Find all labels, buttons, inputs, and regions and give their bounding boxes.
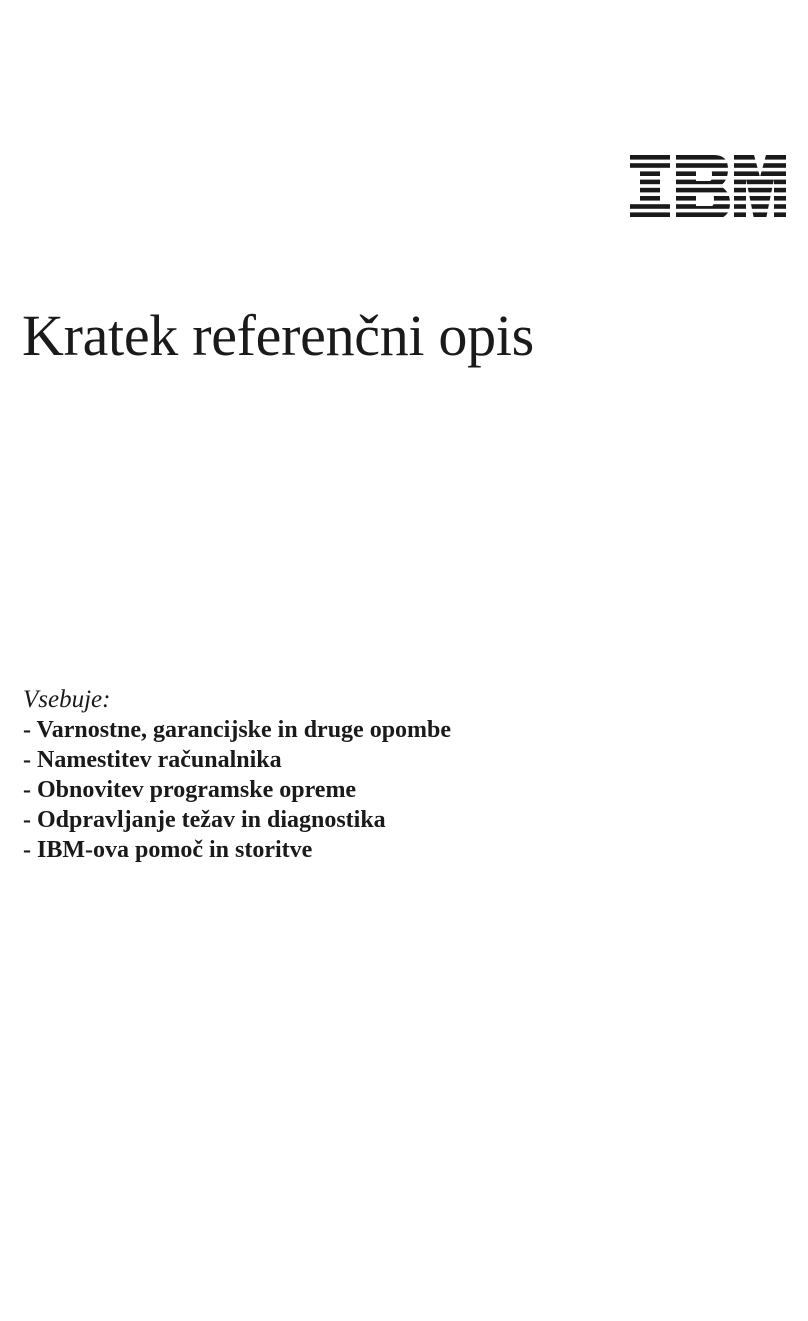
- contents-section: [23, 685, 451, 865]
- contents-item: - IBM-ova pomoč in storitve: [23, 837, 313, 863]
- ibm-logo-mark: [628, 155, 786, 219]
- contents-item: - Odpravljanje težav in diagnostika: [23, 807, 386, 833]
- contents-label: Vsebuje:: [23, 686, 111, 713]
- contents-item: - Varnostne, garancijske in druge opombe: [23, 717, 452, 743]
- contents-item: - Obnovitev programske opreme: [23, 777, 357, 803]
- ibm-logo: [628, 155, 786, 219]
- contents-item: - Namestitev računalnika: [23, 747, 282, 773]
- page-title: Kratek referenčni opis: [22, 303, 534, 368]
- contents-list: [23, 715, 451, 865]
